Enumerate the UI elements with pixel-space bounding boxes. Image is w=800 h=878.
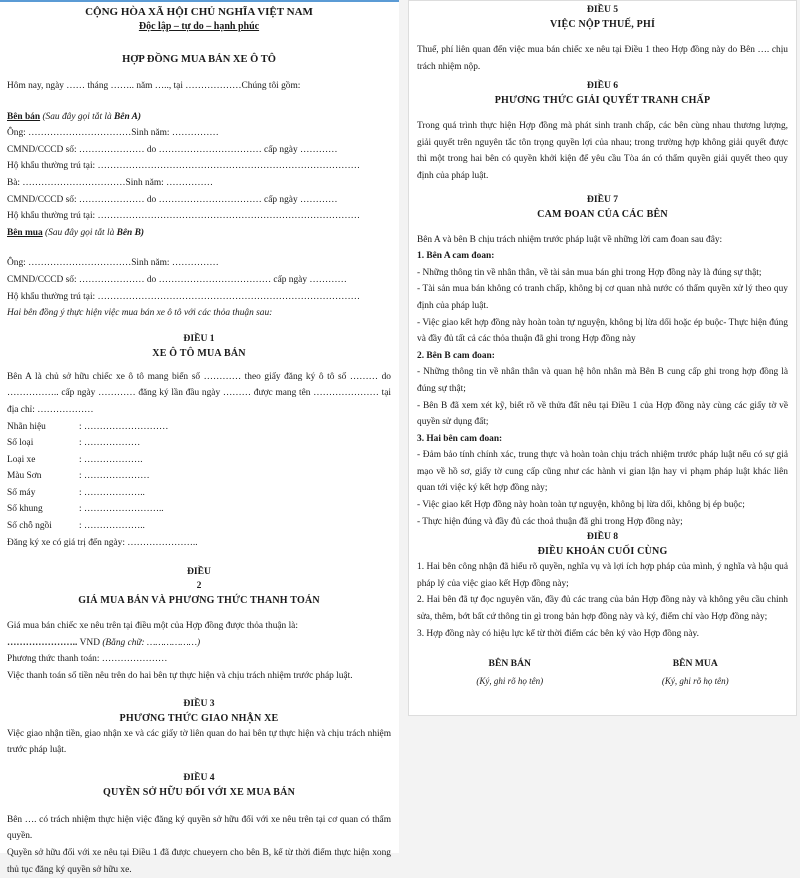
agreement-line: Hai bên đồng ý thực hiện việc mua bán xe ô tô với các thỏa thuận sau: [7, 308, 273, 319]
article-7-b-item-1: - Những thông tin về nhân thân và quan hệ hôn nhân mà Bên B cung cấp ghi trong hợp đồng là đúng sự thật; [417, 367, 788, 394]
vehicle-field-value: : ……………………… [79, 421, 169, 432]
buyer-heading [7, 225, 391, 242]
article-7-a-item-2: - Tài sản mua bán không có tranh chấp, không bị cơ quan nhà nước có thẩm quyền xử lý theo quy định của pháp luật. [417, 284, 788, 311]
seller-signature [476, 656, 543, 689]
vehicle-field-label: Màu Sơn [7, 471, 42, 482]
registration-valid-line: Đăng ký xe có giá trị đến ngày: ………………….. [7, 537, 198, 548]
article-7-b-item-2: - Bên B đã xem xét kỹ, biết rõ về thửa đất nêu tại Điều 1 của Hợp đồng này cùng các giấy tờ về quyền sử dụng đất; [417, 400, 788, 428]
signature-block [417, 656, 788, 689]
article-7-c-item-1: - Đảm bảo tính chính xác, trung thực và hoàn toàn chịu trách nhiệm trước pháp luật nếu có sự giả mạo về hồ sơ, giấy tờ cung cấp cũng như các hành vi gian lận hay vi phạm pháp luật khác liên quan tới việc ký kết hợp đồng này; [417, 450, 788, 494]
article-5-number: ĐIỀU 5 [586, 4, 619, 15]
vehicle-field-value: : ……………….. [79, 521, 145, 532]
seller-line-3: Hộ khẩu thường trú tại: ………………………………………………………………………… [7, 161, 360, 172]
price-in-words: (Bằng chữ: ………………) [102, 637, 201, 648]
vehicle-field-row [7, 518, 391, 535]
seller-line-2: CMND/CCCD số: ………………… do …………………………… cấp ngày ………… [7, 144, 338, 155]
article-6-text: Trong quá trình thực hiện Hợp đồng mà phát sinh tranh chấp, các bên cùng nhau thương lượng, giải quyết trên nguyên tắc tôn trọng quyền lợi của nhau; trong trường hợp không giải quyết được thì một trong hai bên có quyền khởi kiện để yêu cầu Tòa án có thẩm quyền giải quyết theo quy định của pháp luật. [417, 121, 788, 181]
article-2-number: ĐIỀU [187, 566, 211, 578]
seller-note-bold: Bên A) [114, 111, 142, 122]
buyer-line-1: Ông: ……………………………Sinh năm: …………… [7, 258, 219, 269]
vehicle-field-value: : ……………….. [79, 487, 145, 498]
seller-label: Bên bán [7, 111, 41, 122]
buyer-note-bold: Bên B) [116, 227, 144, 238]
right-page [408, 0, 797, 716]
buyer-label: Bên mua [7, 227, 43, 238]
vehicle-field-row [7, 501, 391, 518]
vehicle-field-label: Nhãn hiệu [7, 421, 46, 432]
article-2-price-text: Giá mua bán chiếc xe nêu trên tại điều một của Hợp đồng được thỏa thuận là: [7, 621, 298, 632]
national-title: CỘNG HÒA XÃ HỘI CHỦ NGHĨA VIỆT NAM [85, 6, 313, 18]
article-7-party-b-heading: 2. Bên B cam đoan: [417, 350, 495, 361]
vehicle-field-label: Số khung [7, 504, 43, 515]
vehicle-field-row [7, 419, 391, 436]
motto: Độc lập – tự do – hạnh phúc [138, 21, 260, 32]
article-7-intro: Bên A và bên B chịu trách nhiệm trước pháp luật về những lời cam đoan sau đây: [417, 234, 723, 245]
seller-signature-hint: (Ký, ghi rõ họ tên) [476, 675, 544, 686]
article-3-number: ĐIỀU 3 [183, 697, 215, 709]
payment-responsibility: Việc thanh toán số tiền nêu trên do hai bên tự thực hiện và chịu trách nhiệm trước pháp luật. [7, 671, 353, 682]
buyer-signature [662, 656, 729, 689]
article-7-c-item-2: - Việc giao kết Hợp đồng này hoàn toàn tự nguyện, không bị lừa dối, không bị ép buộc; [417, 500, 745, 511]
article-6-title: PHƯƠNG THỨC GIẢI QUYẾT TRANH CHẤP [494, 95, 711, 107]
vehicle-field-value: : ………………… [79, 471, 150, 482]
article-8-number: ĐIỀU 8 [586, 531, 619, 543]
article-7-number: ĐIỀU 7 [586, 193, 619, 205]
seller-line-4: Bà: ……………………………Sinh năm: …………… [7, 177, 213, 188]
article-3-title: PHƯƠNG THỨC GIAO NHẬN XE [119, 712, 279, 724]
buyer-signature-hint: (Ký, ghi rõ họ tên) [661, 675, 729, 686]
article-3-text: Việc giao nhận tiền, giao nhận xe và các giấy tờ liên quan do hai bên tự thực hiện và chịu trách nhiệm trước pháp luật. [7, 728, 391, 756]
article-7-title: CAM ĐOAN CỦA CÁC BÊN [537, 208, 668, 220]
seller-line-1: Ông: ……………………………Sinh năm: …………… [7, 128, 219, 139]
article-7-party-a-heading: 1. Bên A cam đoan: [417, 251, 495, 262]
article-5-text: Thuế, phí liên quan đến việc mua bán chiếc xe nêu tại Điều 1 theo Hợp đồng này do Bên …. chịu trách nhiệm nộp. [417, 45, 788, 72]
vehicle-fields [7, 419, 391, 535]
article-2-number-digit: 2 [196, 580, 202, 592]
intro-line: Hôm nay, ngày …… tháng …….. năm ….., tại ………………Chúng tôi gồm: [7, 81, 301, 91]
vehicle-field-label: Số loại [7, 438, 34, 449]
article-2-title: GIÁ MUA BÁN VÀ PHƯƠNG THỨC THANH TOÁN [78, 595, 320, 607]
vehicle-field-row [7, 485, 391, 502]
article-8-title: ĐIỀU KHOẢN CUỐI CÙNG [537, 546, 668, 558]
vehicle-field-value: : ………………. [79, 454, 143, 465]
vehicle-field-label: Loại xe [7, 454, 36, 465]
vehicle-field-row [7, 435, 391, 452]
payment-method-line: Phương thức thanh toán: ………………… [7, 654, 168, 665]
seller-signature-title: BÊN BÁN [488, 658, 531, 670]
article-1-number: ĐIỀU 1 [183, 332, 215, 344]
article-8-item-3: 3. Hợp đồng này có hiệu lực kể từ thời điểm các bên ký vào Hợp đồng này. [417, 628, 699, 639]
article-4-number: ĐIỀU 4 [183, 771, 215, 783]
article-8-item-1: 1. Hai bên công nhận đã hiểu rõ quyền, nghĩa vụ và lợi ích hợp pháp của mình, ý nghĩa và hậu quả pháp lý của việc giao kết Hợp đồng này; [417, 562, 788, 589]
contract-title: HỢP ĐỒNG MUA BÁN XE Ô TÔ [122, 54, 276, 65]
article-7-a-item-3: - Việc giao kết hợp đồng này hoàn toàn tự nguyện, không bị lừa dối hoặc ép buộc- Thực hiện đúng và đầy đủ tất cả các thỏa thuận đã ghi trong Hợp đồng này [417, 317, 788, 345]
article-8-item-2: 2. Hai bên đã tự đọc nguyên văn, đầy đủ các trang của bản Hợp đồng này và không yêu cầu chỉnh sửa, thêm, bớt bất cứ thông tin gì trong bản hợp đồng này và ký, điểm chỉ vào Hợp đồng này; [417, 595, 788, 623]
article-1-text: Bên A là chủ sở hữu chiếc xe ô tô mang biển số ………… theo giấy đăng ký ô tô số ……… do …………….. cấp ngày ………… đăng ký lần đầu ngày ……… được mang tên ………………… tại địa chỉ: ……………… [7, 371, 391, 415]
article-7-both-heading: 3. Hai bên cam đoan: [417, 433, 503, 444]
vehicle-field-row [7, 468, 391, 485]
seller-heading [7, 109, 391, 126]
seller-note: (Sau đây gọi tắt là [42, 111, 112, 122]
article-4-title: QUYỀN SỞ HỮU ĐỐI VỚI XE MUA BÁN [102, 786, 296, 798]
buyer-signature-title: BÊN MUA [672, 658, 718, 670]
left-page [0, 0, 399, 875]
article-7-c-item-3: - Thực hiện đúng và đầy đủ các thoả thuận đã ghi trong Hợp đồng này; [417, 516, 683, 527]
seller-line-5: CMND/CCCD số: ………………… do …………………………… cấp ngày ………… [7, 194, 338, 205]
article-6-number: ĐIỀU 6 [586, 80, 619, 92]
price-currency: VND [79, 637, 103, 648]
article-2-price-line [7, 635, 391, 652]
vehicle-field-label: Số chỗ ngồi [7, 521, 52, 532]
price-amount-blank: ………………….. [7, 637, 80, 648]
vehicle-field-value: : ……………… [79, 438, 141, 449]
article-1-title: XE Ô TÔ MUA BÁN [152, 347, 246, 359]
buyer-line-3: Hộ khẩu thường trú tại: ………………………………………………………………………… [7, 291, 360, 302]
article-4-text-2: Quyền sở hữu đối với xe nêu tại Điều 1 đã được chueyern cho bên B, kể từ thời điểm thực hiện xong thủ tục đăng ký quyền sở hữu xe. [7, 848, 391, 875]
article-5-title: VIỆC NỘP THUẾ, PHÍ [549, 19, 656, 30]
article-7-a-item-1: - Những thông tin về nhân thân, về tài sản mua bán ghi trong Hợp đồng này là đúng sự thật; [417, 267, 762, 278]
buyer-line-2: CMND/CCCD số: ………………… do ……………………………… cấp ngày ………… [7, 274, 347, 285]
seller-line-6: Hộ khẩu thường trú tại: ………………………………………………………………………… [7, 211, 360, 222]
article-4-text-1: Bên …. có trách nhiệm thực hiện việc đăng ký quyền sở hữu đối với xe nêu trên tại cơ quan có thẩm quyền. [7, 814, 391, 842]
vehicle-field-value: : …………………….. [79, 504, 164, 515]
vehicle-field-label: Số máy [7, 487, 36, 498]
vehicle-field-row [7, 452, 391, 469]
buyer-note: (Sau đây gọi tắt là [45, 227, 115, 238]
